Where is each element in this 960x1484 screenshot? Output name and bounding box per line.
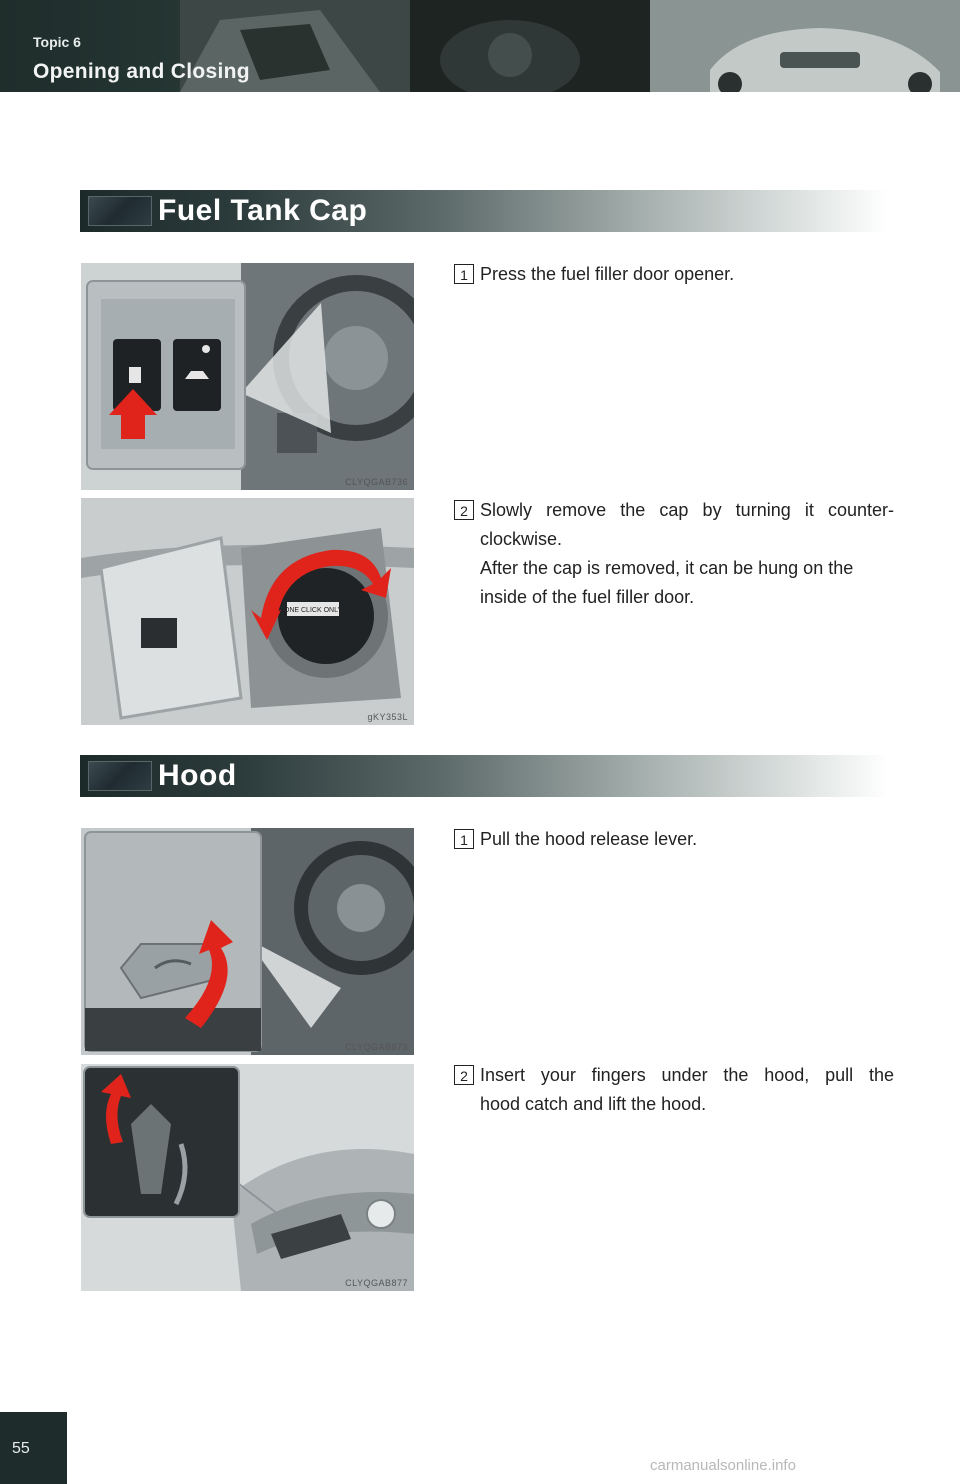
section-title: Hood [158, 759, 237, 792]
cap-label: ONE CLICK ONLY [283, 607, 343, 614]
step-fuel-1 [454, 260, 894, 289]
topic-label: Topic 6 [33, 34, 81, 50]
topic-header [0, 0, 960, 92]
step-number: 2 [454, 500, 474, 520]
figure-code: CLYQGAB873 [345, 1042, 408, 1052]
step-text [480, 496, 894, 612]
figure-fuel-cap-removal [81, 498, 414, 725]
section-header-hood [80, 755, 888, 797]
step-fuel-2 [454, 496, 894, 612]
watermark: carmanualsonline.info [650, 1457, 796, 1474]
figure-fuel-door-opener [81, 263, 414, 490]
section-title: Fuel Tank Cap [158, 194, 368, 227]
step-number: 1 [454, 829, 474, 849]
step-text [480, 260, 894, 289]
step-number: 2 [454, 1065, 474, 1085]
step-line: Insert your fingers under the hood, pull the [480, 1065, 894, 1085]
step-text [480, 1061, 894, 1119]
header-photo-strip [180, 0, 960, 92]
figure-hood-release-lever [81, 828, 414, 1055]
step-hood-2 [454, 1061, 894, 1119]
step-line: After the cap is removed, it can be hung on the [480, 558, 854, 578]
topic-title: Opening and Closing [33, 60, 250, 83]
step-text [480, 825, 894, 854]
page-number-tab [0, 1412, 67, 1484]
step-line: Press the fuel filler door opener. [480, 264, 735, 284]
section-chip [88, 761, 152, 791]
step-line: Slowly remove the cap by turning it counter- [480, 500, 894, 520]
step-hood-1 [454, 825, 894, 854]
figure-code: CLYQGAB736 [345, 477, 408, 487]
figure-hood-catch [81, 1064, 414, 1291]
step-line: clockwise. [480, 529, 563, 549]
step-line: hood catch and lift the hood. [480, 1094, 707, 1114]
figure-code: gKY353L [367, 712, 408, 722]
step-line: inside of the fuel filler door. [480, 587, 695, 607]
page-number: 55 [12, 1440, 30, 1457]
section-chip [88, 196, 152, 226]
figure-code: CLYQGAB877 [345, 1278, 408, 1288]
step-line: Pull the hood release lever. [480, 829, 698, 849]
step-number: 1 [454, 264, 474, 284]
section-header-fuel-tank-cap [80, 190, 888, 232]
